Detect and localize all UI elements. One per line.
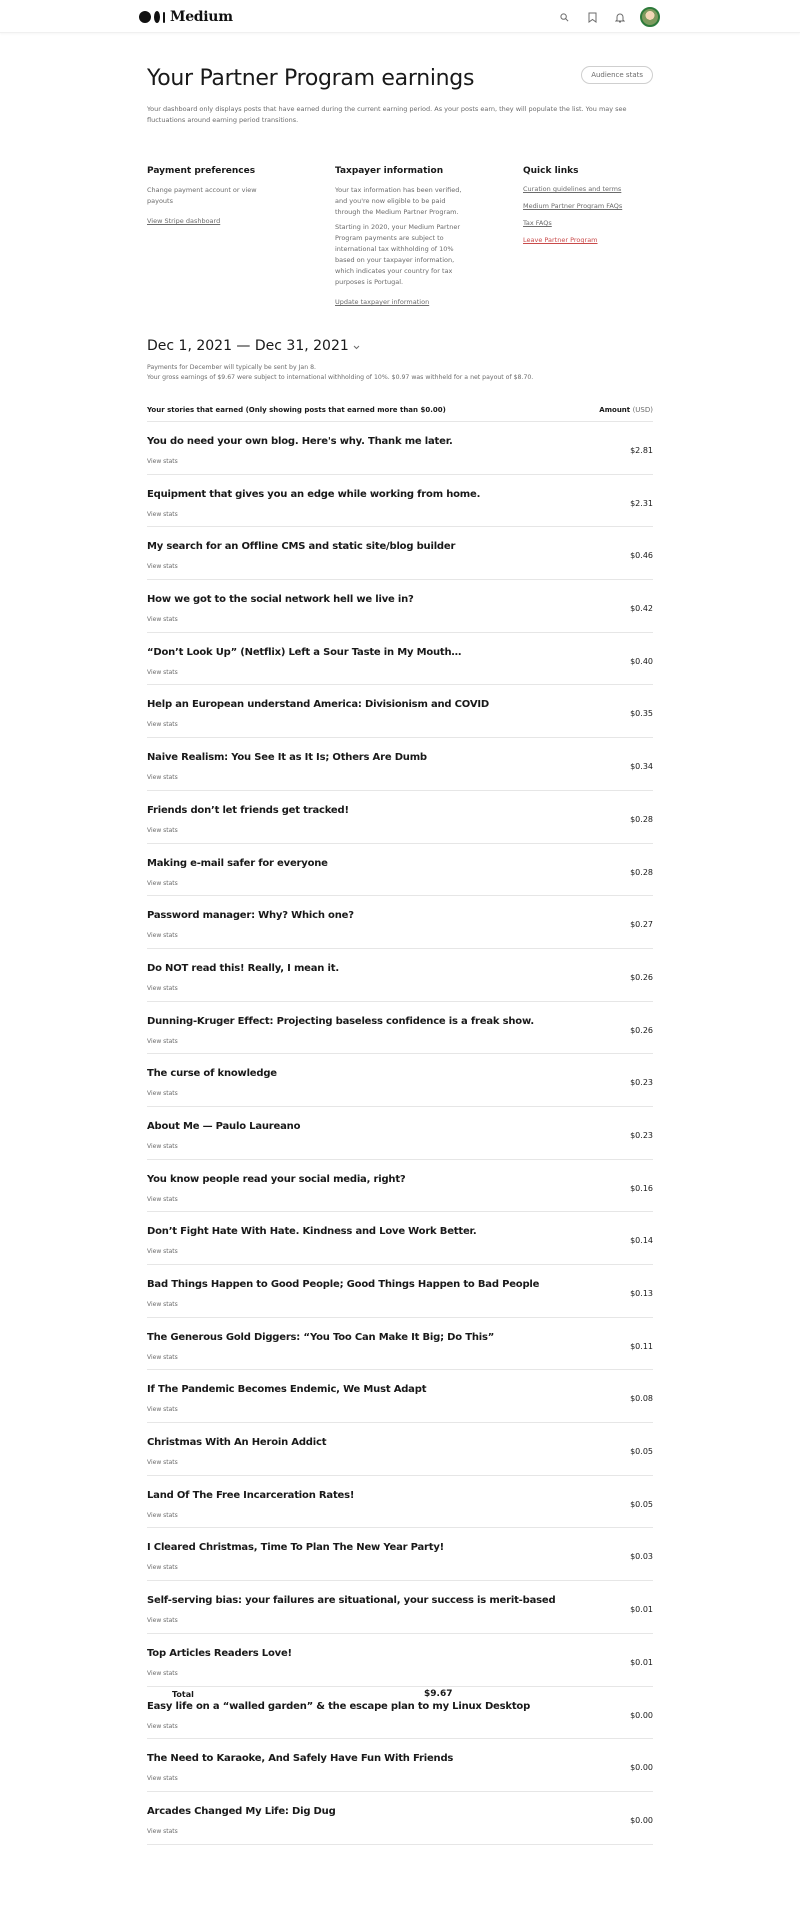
period-selector[interactable] <box>147 338 653 354</box>
table-row <box>147 422 653 475</box>
story-amount: $0.28 <box>630 867 653 877</box>
top-navbar <box>0 0 800 33</box>
taxpayer-text-verified: Your tax information has been verified, and you're now eligible to be paid through the Medium Partner Program. <box>335 186 462 216</box>
view-stats-link[interactable]: View stats <box>147 458 178 465</box>
table-row <box>147 1476 653 1529</box>
story-amount: $0.26 <box>630 1025 653 1035</box>
story-amount: $0.27 <box>630 920 653 930</box>
view-stats-link[interactable]: View stats <box>147 1459 178 1467</box>
story-title[interactable]: Making e-mail safer for everyone <box>147 857 328 869</box>
table-row <box>147 1528 653 1581</box>
partner-program-faqs-link[interactable]: Medium Partner Program FAQs <box>523 202 623 210</box>
story-title[interactable]: The Generous Gold Diggers: “You Too Can Make It Big; Do This” <box>147 1331 495 1343</box>
curation-guidelines-link[interactable]: Curation guidelines and terms <box>523 185 622 193</box>
story-amount: $2.31 <box>630 498 653 508</box>
story-amount: $0.14 <box>630 1236 653 1246</box>
table-row <box>147 1160 653 1213</box>
story-amount: $0.23 <box>630 1130 653 1140</box>
story-title[interactable]: The curse of knowledge <box>147 1068 277 1080</box>
view-stats-link[interactable]: View stats <box>147 1037 178 1045</box>
logo-circle-large <box>139 11 151 23</box>
payment-date-note: Payments for December will typically be sent by Jan 8. <box>147 364 316 371</box>
table-row <box>147 949 653 1002</box>
earnings-page <box>147 64 653 1835</box>
story-amount: $0.05 <box>630 1447 653 1457</box>
story-amount: $0.26 <box>630 972 653 982</box>
info-columns <box>147 166 653 306</box>
logo-wordmark: Medium <box>170 9 233 25</box>
table-row <box>147 527 653 580</box>
view-stats-link[interactable]: View stats <box>147 932 178 940</box>
story-amount: $0.16 <box>630 1183 653 1193</box>
table-row <box>147 1107 653 1160</box>
payment-text: Change payment account or view payouts <box>147 186 257 205</box>
table-row <box>147 896 653 949</box>
total-value: $9.67 <box>424 1689 453 1699</box>
view-stats-link[interactable]: View stats <box>147 1564 178 1572</box>
table-row <box>147 844 653 897</box>
table-row <box>147 1318 653 1371</box>
quicklinks-heading: Quick links <box>523 166 579 176</box>
view-stats-link[interactable]: View stats <box>147 1195 178 1203</box>
table-row <box>147 1265 653 1318</box>
table-row <box>147 791 653 844</box>
story-amount: $0.23 <box>630 1078 653 1088</box>
view-stats-link[interactable]: View stats <box>147 984 178 992</box>
view-stats-link[interactable]: View stats <box>147 1142 178 1150</box>
story-title[interactable]: Easy life on a “walled garden” & the escape plan to my Linux Desktop <box>147 1700 531 1712</box>
story-amount: $0.00 <box>630 1710 653 1720</box>
stories-column-header: Your stories that earned (Only showing posts that earned more than $0.00) <box>147 406 446 414</box>
view-stats-link[interactable]: View stats <box>147 1301 178 1308</box>
intro-text: Your dashboard only displays posts that have earned during the current earning period. As your posts earn, they will populate the list. You may see fluctuations around earning period transitions. <box>147 105 627 124</box>
story-title[interactable]: About Me — Paulo Laureano <box>147 1120 301 1132</box>
story-amount: $0.11 <box>630 1341 653 1351</box>
view-stats-link[interactable]: View stats <box>147 1248 178 1256</box>
update-taxpayer-link[interactable]: Update taxpayer information <box>335 298 430 306</box>
audience-stats-button[interactable]: Audience stats <box>581 66 653 84</box>
logo-circle-medium <box>154 11 160 23</box>
logo-circle-small <box>163 12 165 23</box>
story-title[interactable]: You do need your own blog. Here's why. Thank me later. <box>147 436 453 447</box>
story-title[interactable]: Equipment that gives you an edge while working from home. <box>147 488 481 500</box>
story-title[interactable]: How we got to the social network hell we live in? <box>147 594 414 606</box>
story-title[interactable]: Christmas With An Heroin Addict <box>147 1437 327 1449</box>
story-amount: $0.13 <box>630 1289 653 1298</box>
view-stats-link[interactable]: View stats <box>147 774 178 782</box>
table-row <box>147 580 653 633</box>
story-title[interactable]: My search for an Offline CMS and static site/blog builder <box>147 541 456 553</box>
view-stats-link[interactable]: View stats <box>147 1353 178 1361</box>
table-row <box>147 1792 653 1845</box>
story-title[interactable]: Dunning-Kruger Effect: Projecting baseless confidence is a freak show. <box>147 1015 534 1027</box>
currency-label: (USD) <box>632 406 653 414</box>
total-row <box>147 1678 653 1708</box>
page-title: Your Partner Program earnings <box>147 66 475 91</box>
story-title[interactable]: Self-serving bias: your failures are situational, your success is merit-based <box>147 1595 556 1607</box>
table-row <box>147 1002 653 1055</box>
earning-period <box>147 338 653 383</box>
view-stats-link[interactable]: View stats <box>147 1722 178 1730</box>
view-stats-link[interactable]: View stats <box>147 1617 178 1625</box>
table-row <box>147 633 653 686</box>
story-amount: $0.00 <box>630 1763 653 1773</box>
amount-header-label: Amount <box>599 406 631 414</box>
table-row <box>147 1581 653 1634</box>
view-stats-link[interactable]: View stats <box>147 510 178 518</box>
medium-logo[interactable] <box>139 9 233 25</box>
table-row <box>147 1423 653 1476</box>
taxpayer-information <box>335 166 523 306</box>
table-row <box>147 1739 653 1792</box>
view-stats-link[interactable]: View stats <box>147 1511 178 1519</box>
taxpayer-heading: Taxpayer information <box>335 166 444 176</box>
table-row <box>147 1212 653 1265</box>
story-title[interactable]: “Don’t Look Up” (Netflix) Left a Sour Taste in My Mouth… <box>147 646 462 658</box>
story-amount: $0.03 <box>630 1552 653 1562</box>
table-row <box>147 1370 653 1423</box>
table-row <box>147 475 653 528</box>
view-stats-link[interactable]: View stats <box>147 563 178 571</box>
view-stats-link[interactable]: View stats <box>147 1775 178 1783</box>
leave-partner-program-link[interactable]: Leave Partner Program <box>523 236 598 244</box>
story-amount: $0.40 <box>630 656 653 666</box>
taxpayer-text-withholding: Starting in 2020, your Medium Partner Program payments are subject to international tax withholding of 10% based on your taxpayer information, which indicates your country for tax purposes is Portugal. <box>335 223 461 286</box>
story-title[interactable]: Friends don’t let friends get tracked! <box>147 804 349 816</box>
period-title: Dec 1, 2021 — Dec 31, 2021 <box>147 338 349 354</box>
story-title[interactable]: Bad Things Happen to Good People; Good Things Happen to Bad People <box>147 1279 540 1290</box>
view-stats-link[interactable]: View stats <box>147 616 178 624</box>
story-amount: $0.01 <box>630 1605 653 1615</box>
story-title[interactable]: Top Articles Readers Love! <box>147 1647 292 1659</box>
table-row <box>147 1054 653 1107</box>
story-amount: $0.35 <box>630 709 653 719</box>
view-stats-link[interactable]: View stats <box>147 879 178 887</box>
story-amount: $0.46 <box>630 551 653 561</box>
story-title[interactable]: Help an European understand America: Divisionism and COVID <box>147 699 489 711</box>
table-body <box>147 422 653 1845</box>
view-stats-link[interactable]: View stats <box>147 668 178 676</box>
table-row <box>147 685 653 738</box>
story-amount: $0.42 <box>630 604 653 614</box>
story-amount: $0.01 <box>630 1657 653 1667</box>
story-amount: $0.08 <box>630 1394 653 1404</box>
view-stripe-link[interactable]: View Stripe dashboard <box>147 217 221 225</box>
story-amount: $0.34 <box>630 762 653 772</box>
view-stats-link[interactable]: View stats <box>147 1827 178 1835</box>
amount-column-header <box>599 406 653 414</box>
story-title[interactable]: I Cleared Christmas, Time To Plan The New Year Party! <box>147 1542 445 1554</box>
chevron-down-icon <box>353 338 360 354</box>
story-title[interactable]: Don’t Fight Hate With Hate. Kindness and Love Work Better. <box>147 1226 477 1238</box>
story-title[interactable]: Do NOT read this! Really, I mean it. <box>147 962 339 974</box>
quick-links <box>523 166 653 306</box>
story-title[interactable]: Land Of The Free Incarceration Rates! <box>147 1489 355 1501</box>
payment-preferences <box>147 166 335 306</box>
view-stats-link[interactable]: View stats <box>147 1669 178 1677</box>
tax-faqs-link[interactable]: Tax FAQs <box>523 219 552 227</box>
story-amount: $0.05 <box>630 1499 653 1509</box>
story-title[interactable]: You know people read your social media, right? <box>147 1173 406 1185</box>
view-stats-link[interactable]: View stats <box>147 1406 178 1414</box>
view-stats-link[interactable]: View stats <box>147 1090 178 1098</box>
table-header <box>147 406 653 422</box>
title-row <box>147 64 653 100</box>
total-label: Total <box>172 1690 194 1699</box>
view-stats-link[interactable]: View stats <box>147 826 178 834</box>
withholding-note: Your gross earnings of $9.67 were subject to international withholding of 10%. $0.97 was withheld for a net payout of $8.70. <box>147 374 534 381</box>
payment-heading: Payment preferences <box>147 166 256 176</box>
story-amount: $0.28 <box>630 814 653 824</box>
story-amount: $2.81 <box>630 446 653 455</box>
avatar[interactable] <box>640 7 660 27</box>
topbar-actions <box>556 7 660 27</box>
earnings-table <box>147 406 653 1845</box>
story-title[interactable]: The Need to Karaoke, And Safely Have Fun With Friends <box>147 1753 454 1765</box>
story-title[interactable]: Password manager: Why? Which one? <box>147 910 354 922</box>
search-icon[interactable] <box>556 9 572 25</box>
story-title[interactable]: If The Pandemic Becomes Endemic, We Must Adapt <box>147 1384 427 1396</box>
story-title[interactable]: Arcades Changed My Life: Dig Dug <box>147 1805 336 1817</box>
story-title[interactable]: Naive Realism: You See It as It Is; Others Are Dumb <box>147 752 427 764</box>
story-amount: $0.00 <box>630 1815 653 1825</box>
bell-icon[interactable] <box>612 9 628 25</box>
view-stats-link[interactable]: View stats <box>147 721 178 729</box>
bookmark-icon[interactable] <box>584 9 600 25</box>
table-row <box>147 738 653 791</box>
